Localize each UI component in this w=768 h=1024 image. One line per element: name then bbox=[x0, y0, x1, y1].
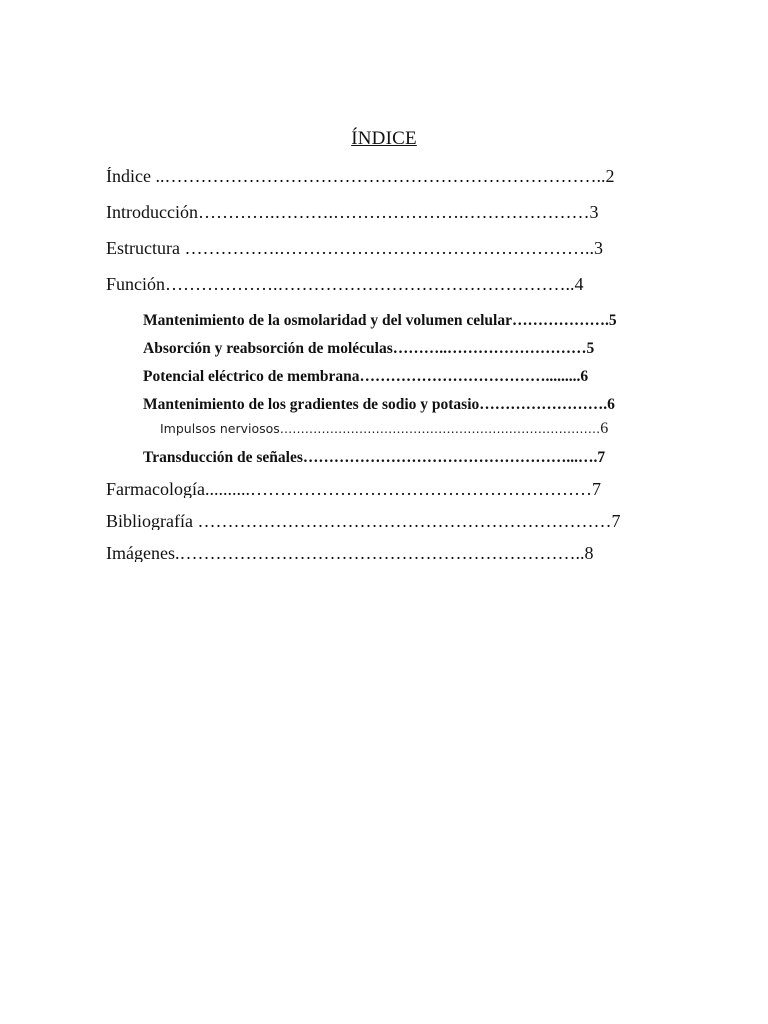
toc-page-number: 8 bbox=[584, 544, 594, 562]
toc-page-number: 3 bbox=[589, 203, 599, 221]
toc-page-number: 6 bbox=[607, 397, 615, 413]
page-title: ÍNDICE bbox=[351, 128, 417, 149]
toc-label: Estructura bbox=[106, 239, 180, 257]
toc-label: Mantenimiento de la osmolaridad y del volumen celular bbox=[143, 313, 512, 329]
toc-page-number: 2 bbox=[605, 167, 615, 185]
toc-page-number: 7 bbox=[591, 480, 601, 498]
toc-leader: ………….……….………………….………………… bbox=[197, 203, 590, 221]
toc-leader: ..……………………………………………………………….. bbox=[150, 167, 606, 185]
toc-leader: ………..……………………… bbox=[392, 341, 587, 357]
toc-entry-farmacologia bbox=[106, 480, 656, 498]
toc-label: Mantenimiento de los gradientes de sodio y potasio bbox=[143, 397, 480, 413]
toc-entry-imagenes bbox=[106, 544, 656, 562]
toc-leader: ………………………………………………..………………… bbox=[279, 421, 601, 436]
toc-entry-impulsos bbox=[160, 421, 658, 437]
toc-leader: …………………………………………………………… bbox=[192, 512, 612, 530]
toc-leader: ……………….………………………………………….. bbox=[165, 275, 575, 293]
toc-entry-absorcion bbox=[143, 341, 658, 357]
toc-label: Introducción bbox=[106, 203, 198, 221]
toc-page-number: 7 bbox=[597, 450, 606, 466]
toc-label: Bibliografía bbox=[106, 512, 193, 530]
toc-leader: .………………………………………………………….. bbox=[174, 544, 585, 562]
toc-leader: ………………………………......... bbox=[359, 369, 581, 385]
toc-page-number: 7 bbox=[611, 512, 621, 530]
toc-entry-potencial bbox=[143, 369, 658, 385]
toc-entry-introduccion bbox=[106, 203, 656, 221]
toc-leader: …………….…………………………………………….. bbox=[179, 239, 594, 257]
toc-label: Transducción de señales bbox=[143, 450, 303, 466]
toc-leader: ………………. bbox=[511, 313, 609, 329]
toc-page-number: 4 bbox=[574, 275, 584, 293]
toc-entry-transduccion bbox=[143, 450, 658, 466]
toc-page-number: 3 bbox=[593, 239, 603, 257]
toc-label: Potencial eléctrico de membrana bbox=[143, 369, 360, 385]
toc-label: Índice bbox=[106, 167, 151, 185]
toc-entry-indice bbox=[106, 167, 656, 185]
toc-label: Imágenes bbox=[106, 544, 175, 562]
toc-entry-osmolaridad bbox=[143, 313, 658, 329]
toc-leader: ..........………………………………………………… bbox=[204, 480, 592, 498]
toc-leader: ……………………………………………...…. bbox=[302, 450, 598, 466]
toc-label: Impulsos nerviosos bbox=[160, 421, 280, 436]
toc-entry-gradientes bbox=[143, 397, 658, 413]
toc-page-number: 6 bbox=[600, 421, 609, 437]
toc-label: Función bbox=[106, 275, 166, 293]
toc-page-number: 5 bbox=[608, 313, 617, 329]
toc-leader: ……………………. bbox=[479, 397, 608, 413]
toc-page-number: 6 bbox=[580, 369, 589, 385]
toc-entry-bibliografia bbox=[106, 512, 656, 530]
toc-label: Farmacología bbox=[106, 480, 205, 498]
toc-label: Absorción y reabsorción de moléculas bbox=[143, 341, 393, 357]
toc-entry-funcion bbox=[106, 275, 656, 293]
toc-page-number: 5 bbox=[586, 341, 595, 357]
toc-entry-estructura bbox=[106, 239, 656, 257]
